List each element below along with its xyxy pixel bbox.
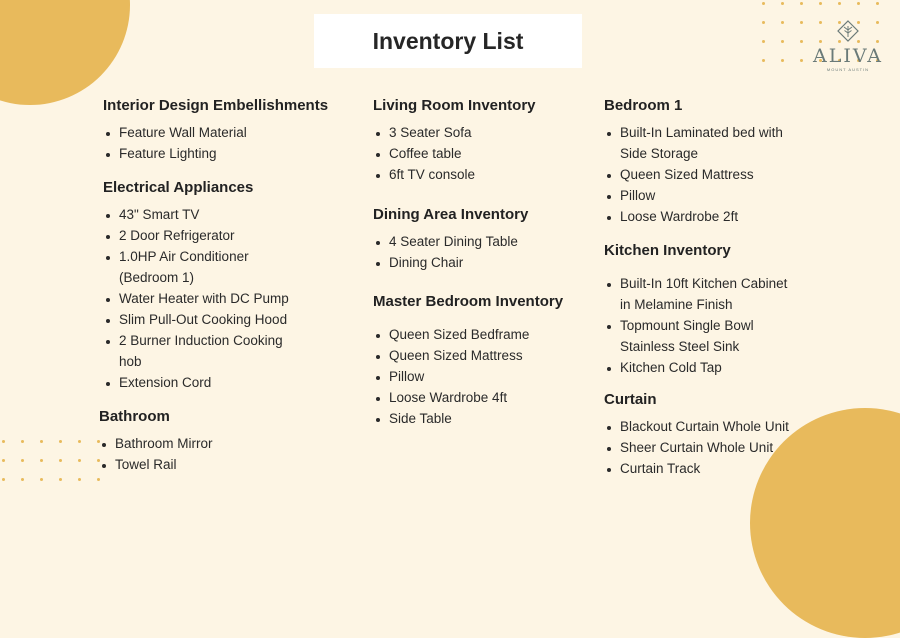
list-item: Built-In 10ft Kitchen Cabinet	[604, 273, 787, 294]
list-item: 2 Burner Induction Cooking	[103, 330, 289, 351]
list-item: Bathroom Mirror	[99, 433, 213, 454]
decor-dot	[800, 59, 803, 62]
item-list	[99, 433, 213, 475]
section-heading: Kitchen Inventory	[604, 242, 731, 259]
list-item: Queen Sized Mattress	[604, 164, 783, 185]
list-item: Loose Wardrobe 2ft	[604, 206, 783, 227]
list-item: Pillow	[373, 366, 563, 387]
brand-logo	[812, 20, 884, 72]
decor-dot	[78, 440, 81, 443]
decor-dot	[762, 59, 765, 62]
list-item: 2 Door Refrigerator	[103, 225, 289, 246]
decor-dot	[762, 2, 765, 5]
section-curtain	[604, 391, 789, 479]
section-heading: Dining Area Inventory	[373, 206, 529, 223]
decor-dot	[2, 478, 5, 481]
list-item: Coffee table	[373, 143, 536, 164]
section-heading: Bathroom	[99, 408, 170, 425]
leaf-emblem-icon	[836, 20, 860, 42]
item-list	[103, 122, 328, 164]
section-heading: Curtain	[604, 391, 657, 408]
list-item-continuation: Stainless Steel Sink	[620, 339, 740, 354]
title-banner	[314, 14, 582, 68]
decor-dot	[781, 40, 784, 43]
list-item: 43" Smart TV	[103, 204, 289, 225]
list-item-continuation: Side Storage	[620, 146, 699, 161]
list-item: Pillow	[604, 185, 783, 206]
decor-dot	[800, 21, 803, 24]
decor-dot	[59, 459, 62, 462]
decor-dot	[2, 459, 5, 462]
decor-dot	[21, 459, 24, 462]
item-list	[604, 416, 789, 479]
item-list	[604, 122, 783, 227]
section-bedroom-1	[604, 97, 783, 227]
decor-dot	[876, 2, 879, 5]
decor-dot	[800, 40, 803, 43]
item-list	[373, 231, 528, 273]
list-item: Extension Cord	[103, 372, 289, 393]
list-item: Queen Sized Mattress	[373, 345, 563, 366]
list-item-continuation: (Bedroom 1)	[119, 270, 195, 285]
decor-dot	[2, 440, 5, 443]
decor-dot	[21, 440, 24, 443]
section-bathroom	[99, 408, 213, 475]
decor-dot	[59, 440, 62, 443]
decor-dot	[40, 478, 43, 481]
item-list	[373, 324, 563, 429]
list-item: Queen Sized Bedframe	[373, 324, 563, 345]
list-item: 3 Seater Sofa	[373, 122, 536, 143]
section-kitchen	[604, 242, 787, 378]
section-electrical-appliances	[103, 179, 289, 393]
list-item: Side Table	[373, 408, 563, 429]
item-list	[373, 122, 536, 185]
decor-dot	[59, 478, 62, 481]
section-heading: Living Room Inventory	[373, 97, 536, 114]
decor-dot	[781, 2, 784, 5]
decor-dot	[762, 40, 765, 43]
item-list	[103, 204, 289, 393]
section-interior-design	[103, 97, 328, 164]
decor-dot	[800, 2, 803, 5]
section-heading: Electrical Appliances	[103, 179, 254, 196]
item-list	[604, 273, 787, 378]
decor-dot	[819, 2, 822, 5]
decor-dot	[857, 2, 860, 5]
page-title: Inventory List	[372, 27, 524, 54]
decor-dot	[781, 21, 784, 24]
section-master-bedroom	[373, 293, 563, 429]
list-item: Kitchen Cold Tap	[604, 357, 787, 378]
list-item-continuation: hob	[119, 354, 142, 369]
section-dining-area	[373, 206, 528, 273]
section-living-room	[373, 97, 536, 185]
list-item: 6ft TV console	[373, 164, 536, 185]
decor-circle-top-left	[0, 0, 130, 105]
list-item: Dining Chair	[373, 252, 528, 273]
decor-dot	[21, 478, 24, 481]
decor-dot	[40, 459, 43, 462]
decor-dot	[838, 2, 841, 5]
list-item: Topmount Single Bowl	[604, 315, 787, 336]
list-item-continuation: in Melamine Finish	[620, 297, 733, 312]
list-item: Towel Rail	[99, 454, 213, 475]
logo-subtext: MOUNT AUSTIN	[826, 67, 870, 72]
list-item: Feature Lighting	[103, 143, 328, 164]
list-item: Loose Wardrobe 4ft	[373, 387, 563, 408]
list-item: Sheer Curtain Whole Unit	[604, 437, 789, 458]
section-heading: Bedroom 1	[604, 97, 683, 114]
decor-dot	[781, 59, 784, 62]
section-heading: Master Bedroom Inventory	[373, 293, 564, 310]
list-item: 1.0HP Air Conditioner	[103, 246, 289, 267]
list-item: Slim Pull-Out Cooking Hood	[103, 309, 289, 330]
section-heading: Interior Design Embellishments	[103, 97, 329, 114]
list-item: Built-In Laminated bed with	[604, 122, 783, 143]
list-item: Feature Wall Material	[103, 122, 328, 143]
decor-dot	[78, 459, 81, 462]
logo-wordmark: ALIVA	[813, 45, 883, 67]
list-item: 4 Seater Dining Table	[373, 231, 528, 252]
list-item: Water Heater with DC Pump	[103, 288, 289, 309]
decor-dot	[762, 21, 765, 24]
list-item: Curtain Track	[604, 458, 789, 479]
decor-dot	[78, 478, 81, 481]
decor-dot	[97, 478, 100, 481]
decor-dot	[40, 440, 43, 443]
list-item: Blackout Curtain Whole Unit	[604, 416, 789, 437]
